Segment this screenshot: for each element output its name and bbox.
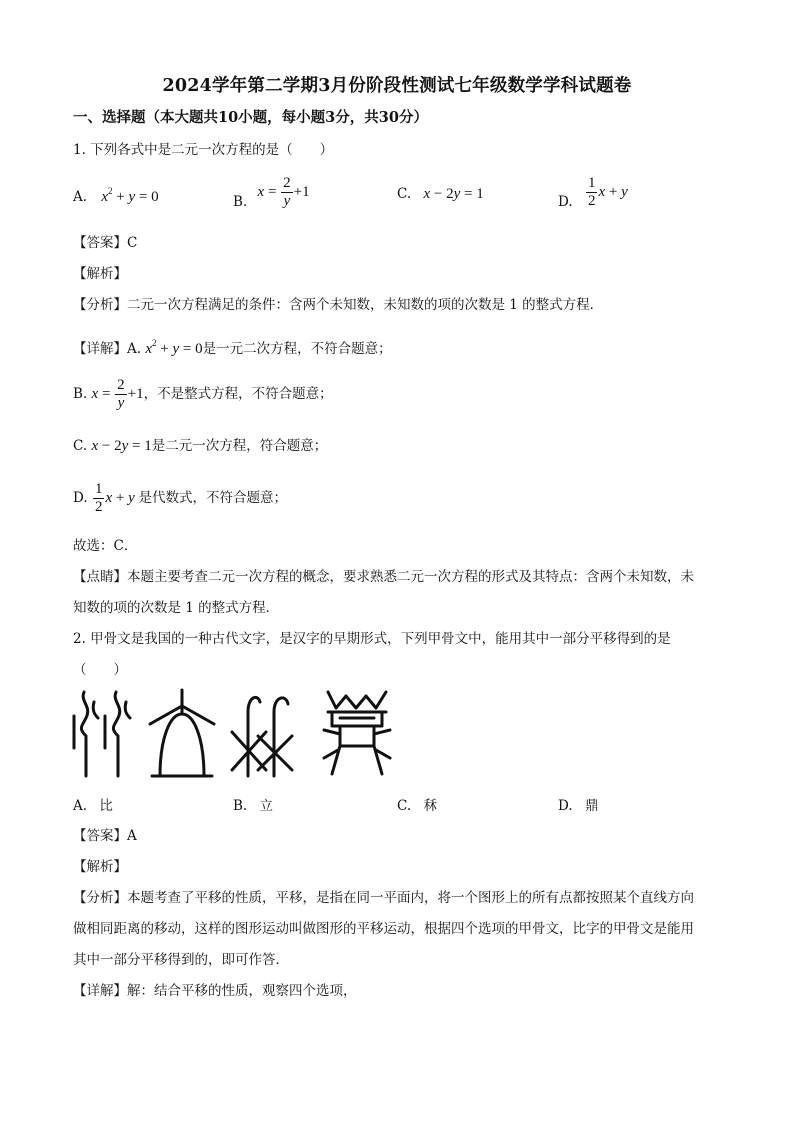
q1-detail-d (73, 478, 287, 518)
option-letter: C. (397, 798, 412, 814)
q1-comment-line-2: 知数的项的次数是 1 的整式方程． (73, 600, 280, 616)
detail-expression: $\frac{1}{2}$ x + y (94, 481, 139, 516)
detail-expression: $x^2 + y = 0$ (145, 338, 203, 357)
q2-fenxi-line-3: 其中一部分平移得到的，即可作答． (73, 952, 289, 968)
q2-option-b (233, 794, 273, 814)
option-letter: D. (558, 798, 573, 814)
option-char: 比 (99, 798, 113, 814)
comment-text: 本题主要考查二元一次方程的概念，要求熟悉二元一次方程的形式及其特点：含两个未知数，未 (127, 569, 694, 585)
q2-fenxi-line-2: 做相同距离的移动，这样的图形运动叫做图形的平移运动，根据四个选项的甲骨文，比字的甲骨文是能用 (73, 921, 694, 937)
fenxi-text: 本题考查了平移的性质，平移，是指在同一平面内，将一个图形上的所有点都按照某个直线方向 (127, 890, 694, 906)
q1-choose: 故选：C． (73, 538, 138, 554)
oracle-bi-glyph-icon (68, 688, 138, 780)
detail-expression: x − 2y = 1 (91, 438, 152, 454)
q1-fenxi (73, 295, 603, 315)
fenxi-text: 二元一次方程满足的条件：含两个未知数，未知数的项的次数是 1 的整式方程． (127, 297, 604, 313)
q1-detail-b (73, 374, 333, 414)
question-1-stem: 1. 下列各式中是二元一次方程的是（ ） (73, 142, 334, 158)
option-expression: $x^2 + y = 0$ (101, 186, 159, 205)
q1-detail-a (73, 333, 392, 359)
oracle-li-glyph-icon (148, 688, 218, 780)
detail-text: 是一元二次方程，不符合题意； (202, 341, 392, 357)
q2-detail (73, 981, 357, 1001)
q2-analysis-heading: 【解析】 (73, 859, 127, 875)
comment-tag: 【点睛】 (73, 569, 127, 585)
option-letter: D. (558, 193, 573, 210)
detail-text: 是二元一次方程，符合题意； (151, 438, 328, 454)
q1-answer: 【答案】C (73, 235, 138, 251)
detail-prefix: A. (127, 341, 142, 357)
page-title: 2024学年第二学期3月份阶段性测试七年级数学学科试题卷 (162, 76, 632, 96)
q1-comment-line-1 (73, 567, 694, 587)
q1-detail-c (73, 436, 327, 456)
q1-option-c (397, 186, 484, 203)
detail-expression: x = $\frac{2}{y}$ +1 (91, 377, 144, 412)
detail-prefix: D. (73, 490, 88, 506)
option-expression: $\frac{1}{2}$ x + y (587, 175, 628, 209)
q1-analysis-heading: 【解析】 (73, 266, 127, 282)
detail-prefix: B. (73, 386, 88, 402)
option-char: 秝 (423, 798, 437, 814)
option-expression: x − 2y = 1 (423, 186, 484, 202)
q2-option-d (558, 794, 598, 814)
fenxi-tag: 【分析】 (73, 890, 127, 906)
detail-text: 是代数式，不符合题意； (138, 490, 287, 506)
oracle-li2-glyph-icon (226, 688, 296, 780)
detail-text: 解：结合平移的性质，观察四个选项， (127, 983, 357, 999)
q2-fenxi-line-1 (73, 888, 694, 908)
detail-prefix: C. (73, 438, 88, 454)
q1-option-a (73, 186, 159, 206)
option-letter: A. (73, 798, 88, 814)
fenxi-tag: 【分析】 (73, 297, 127, 313)
q1-option-b (233, 176, 310, 209)
option-letter: C. (397, 186, 412, 202)
section-heading: 一、选择题（本大题共10小题，每小题3分，共30分） (73, 109, 428, 126)
option-char: 鼎 (584, 798, 599, 814)
detail-tag: 【详解】 (73, 983, 127, 999)
option-char: 立 (259, 798, 274, 814)
option-letter: B. (233, 193, 248, 210)
q2-option-a (73, 794, 113, 814)
detail-tag: 【详解】 (73, 341, 127, 357)
oracle-ding-glyph-icon (322, 688, 392, 780)
option-letter: B. (233, 798, 248, 814)
detail-text: ，不是整式方程，不符合题意； (143, 386, 333, 402)
q2-option-c (397, 794, 437, 814)
q1-option-d (558, 176, 628, 209)
q2-answer: 【答案】A (73, 828, 137, 844)
question-2-stem-line-2: （ ） (73, 662, 127, 678)
question-2-stem-line-1: 2. 甲骨文是我国的一种古代文字，是汉字的早期形式，下列甲骨文中，能用其中一部分平移得到的是 (73, 631, 671, 647)
option-letter: A. (73, 189, 88, 205)
option-expression: x = $\frac{2}{y}$ +1 (257, 175, 310, 209)
